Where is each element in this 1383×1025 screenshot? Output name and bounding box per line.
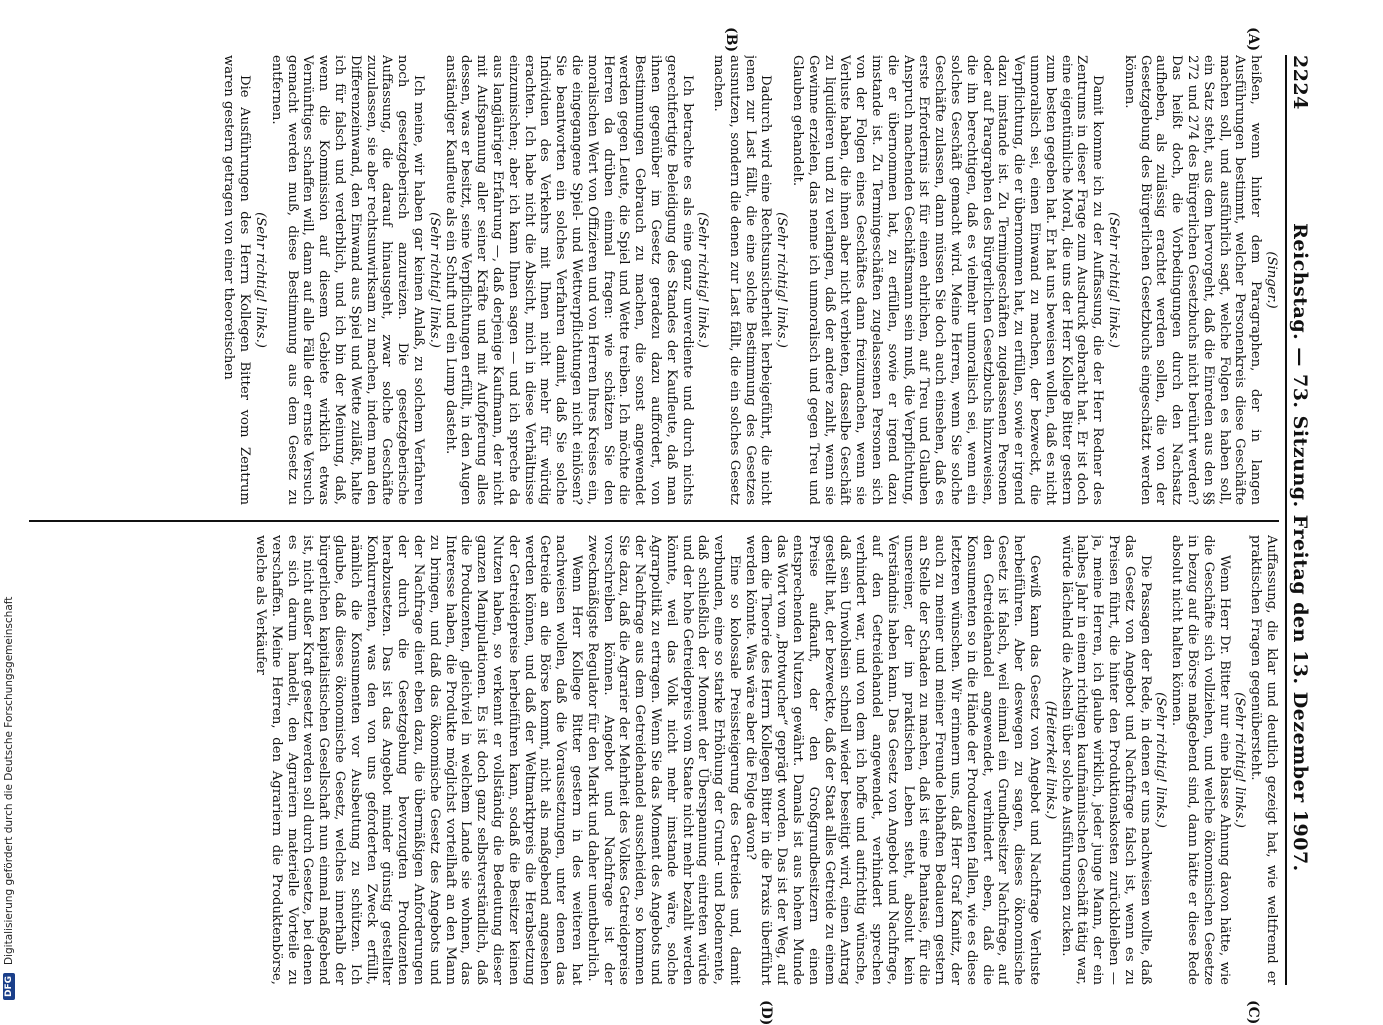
paragraph: Die Ausführungen des Herrn Kollegen Bitter vom Zentrum waren gestern getragen von einer theoretischen: [221, 55, 253, 505]
interjection: (Sehr richtig! links.): [1106, 212, 1122, 348]
paragraph: Wenn Herr Kollege Bitter gestern in des weiteren hat nachweisen wollen, daß die Voraussetzungen, unter denen das Getreide an die Börse kommt, nicht als maßgebend angesehen werden können, und daß der Weltmarktpreis die Herabsetzung der Getreidepreise herbeiführen kann, sodaß die Besitzer keinen Nutzen haben, so verkennt er vollständig die Bedeutung dieser ganzen Manipulationen. Es ist doch ganz selbstverständlich, daß die Produzenten, gleichviel in welchem Lande sie wohnen, das Interesse haben, die Produkte möglichst vorteilhaft an den Mann zu bringen, und daß das ökonomische Gesetz des Angebots und der Nachfrage dient eben dazu, die übermäßigen Anforderungen der durch die Gesetzgebung bevorzugten Produzenten herabzusetzen. Das ist das Angebot minder günstig gestellter Konkurrenten, was den von uns geforderten Zweck erfüllt, nämlich die Konsumenten vor Ausbeutung zu schützen. Ich glaube, daß dieses ökonomische Gesetz, welches innerhalb der bürgerlichen kapitalistischen Gesellschaft nun einmal maßgebend ist, nicht außer Kraft gesetzt werden soll durch Gesetze, bei denen es sich darum handelt, den Agrariern materielle Vorteile zu verschaffen. Meine Herren, den Agrariern die Produktenbörse, welche als Verkäufer: [253, 535, 584, 985]
paragraph: Dadurch wird eine Rechtsunsicherheit herbeigeführt, die nicht jenen zur Last fällt, die eine solche Bestimmung des Gesetzes ausnutzen, sondern die denen zur Last fällt, die ein solches Gesetz machen.: [711, 55, 774, 505]
margin-marker-a: (A): [1245, 27, 1261, 52]
left-column: [29, 55, 1279, 505]
interjection: (Sehr richtig! links.): [253, 212, 268, 348]
paragraph: Gewiß kann das Gesetz von Angebot und Nachfrage Verluste herbeiführen. Aber deswegen zu sagen, dieses ökonomische Gesetz ist falsch, weil einmal ein Grundbesitzer Nachfrage, auf den Getreidehandel angewendet, verhindert eben, daß die Konsumenten so in die Hände der Produzenten fallen, wie es diese letzteren wünschen. Wir erinnern uns, daß Herr Graf Kanitz, der auch zu meiner und meiner Freunde lebhaften Bedauern gestern an Stelle der Schaden zu machen, daß ist eine Phantasie, für die unsereiner, der im praktischen Leben steht, absolut kein Verständnis haben kann. Das Gesetz von Angebot und Nachfrage, auf den Getreidehandel angewendet, verhindert sprechen verhindert war, und von dem ich hoffe und aufrichtig wünsche, daß sein Unwohlsein schnell wieder beseitigt wird, einen Antrag gestellt hat, der bezweckte, daß der Staat alles Getreide zu einem Preise aufkauft, der den Großgrundbesitzern einen entsprechenden Nutzen gewährt. Damals ist aus hohem Munde das Wort vom „Brotwucher“ geprägt worden. Das ist der Weg, auf dem die Theorie des Herrn Kollegen Bitter in die Praxis überführt werden könnte. Was wäre aber die Folge davon?: [742, 535, 1043, 985]
interjection: (Heiterkeit links.): [1042, 700, 1058, 820]
page-number: 2224: [1289, 55, 1311, 110]
dfg-logo: DFG: [3, 973, 15, 1000]
paragraph: Eine so kolossale Preissteigerung des Getreides und, damit verbunden, eine so starke Erhöhung der Grund- und Bodenrente, daß schließlich der Moment der Überspannung eintreten würde und der hohe Getreidepreis vom Staate nicht mehr bezahlt werden könnte, weil das Volk nicht mehr imstande wäre, solche Agrarpolitik zu ertragen. Wenn Sie das Moment des Angebots und der Nachfrage aus dem Getreidehandel ausscheiden, so kommen Sie dazu, daß die Agrarier der Mehrheit des Volkes Getreidepreise vorschreiben können. Angebot und Nachfrage ist der zweckmäßigste Regulator für den Markt und daher unentbehrlich.: [584, 535, 742, 985]
footer-text: Digitalisierung gefördert durch die Deutsche Forschungsgemeinschaft: [3, 596, 15, 965]
interjection: (Singer.): [1264, 251, 1279, 309]
page-header: [1285, 55, 1313, 985]
interjection: (Sehr richtig! links.): [695, 212, 711, 348]
page-title: Reichstag. — 73. Sitzung. Freitag den 13. Dezember 1907.: [1289, 223, 1311, 872]
interjection: (Sehr richtig! links.): [774, 212, 790, 348]
interjection: (Sehr richtig! links.): [1153, 692, 1169, 828]
paragraph: Wenn Herr Dr. Bitter nur eine blasse Ahnung davon hätte, wie die Geschäfte sich vollziehen, und welche ökonomischen Gesetze in bezug auf die Börse maßgebend sind, dann hätte er diese Rede absolut nicht halten können.: [1169, 535, 1232, 985]
paragraph: Damit komme ich zu der Auffassung, die der Herr Redner des Zentrums in dieser Frage zum Ausdruck gebracht hat. Er ist doch eine eigentümliche Moral, die uns der Herr Kollege Bitter gestern zum besten gegeben hat. Er hat uns beweisen wollen, daß es nicht unmoralisch sei, einen Einwand zu machen, der bezweckt, die Verpflichtung, die er übernommen hat, zu erfüllen, sowie er irgend dazu imstande ist. Zu Termingeschäften zugelassenen Personen oder auf Paragraphen des Bürgerlichen Gesetzbuchs hinzuweisen, die ihn berechtigen, daß es vielmehr unmoralisch sei, wenn ein solches Geschäft gemacht wird. Meine Herren, wenn Sie solche Geschäfte zulassen, dann müssen Sie doch auch einsehen, daß es erste Erfordernis ist für einen ehrlichen, auf Treu und Glauben Anspruch machenden Geschäftsmann sein muß, die Verpflichtung, die er übernommen hat, zu erfüllen, sowie er irgend dazu imstande ist. Zu Termingeschäften zugelassenen Personen sich von der Folgen eines Geschäftes dann freizumachen, wenn sie Verluste haben, die ihnen aber nicht verbieten, dasselbe Geschäft zu liquidieren und zu verlangen, daß der andere zahlt, wenn sie Gewinne erzielen, das nenne ich unmoralisch und gegen Treu und Glauben gehandelt.: [790, 55, 1106, 505]
paragraph: heißen, wenn hinter dem Paragraphen, der in langen Ausführungen bestimmt, welcher Personenkreis diese Geschäfte machen soll, und ausführlich sagt, welche Folgen es haben soll, ein Satz steht, aus dem hervorgeht, daß die Einreden aus den §§ 272 und 274 des Bürgerlichen Gesetzbuchs nicht berührt werden? Das heißt doch, die Vorbedingungen durch den Nachsatz aufheben, als zulässig erachtet werden sollen, die von der Gesetzgebung des Bürgerlichen Gesetzbuchs eingeschätzt werden können.: [1121, 55, 1264, 505]
interjection: (Sehr richtig! links.): [426, 212, 442, 348]
margin-marker-b: (B): [723, 27, 739, 53]
paragraph: Ich betrachte es als eine ganz unverdiente und durch nichts gerechtfertigte Beleidigung des Standes der Kaufleute, daß man ihnen gegenüber im Gesetz geradezu dazu auffordert, von Bestimmungen Gebrauch zu machen, die sonst angewendet werden gegen Leute, die Spiel und Wette treiben. Ich möchte die Herren da drüben einmal fragen: wie schätzen Sie den moralischen Wert von Offizieren und von Herren Ihres Kreises ein, die eingegangene Spiel- und Wettverpflichtungen nicht einlösen? Sie beantworten ein solches Verfahren damit, daß Sie solche Individuen des Verkehrs mit Ihnen nicht mehr für würdig erachten. Ich habe nicht die Absicht, mich in diese Verhältnisse einzumischen; aber ich kann Ihnen sagen — und ich spreche da aus langjähriger Erfahrung —, daß derjenige Kaufmann, der nicht mit Aufspannung aller seiner Kräfte und mit Aufopferung alles dessen, was er besitzt, seine Verpflichtungen erfüllt, in den Augen anständiger Kaufleute als ein Schuft und ein Lump dasteht.: [442, 55, 695, 505]
right-column: [29, 535, 1279, 985]
paragraph: Auffassung, die klar und deutlich gezeigt hat, wie weltfremd er praktischen Fragen gegenübersteht.: [1248, 535, 1279, 985]
paragraph: Die Passagen der Rede, in denen er uns nachweisen wollte, daß das Gesetz von Angebot und Nachfrage falsch ist, wenn es zu Preisen führt, die hinter den Produktionskosten zurückbleiben — ja, meine Herren, ich glaube wirklich, jeder junge Mann, der ein halbes Jahr in einem richtigen kaufmännischen Geschäft tätig war, würde lächelnd die Achseln über solche Ausführungen zucken.: [1058, 535, 1153, 985]
margin-marker-c: (C): [1245, 1000, 1261, 1025]
text-columns: [29, 27, 1279, 1025]
margin-marker-d: (D): [758, 1000, 774, 1025]
scanned-page: [23, 27, 1313, 1025]
paragraph: Ich meine, wir haben gar keinen Anlaß, zu solchem Verfahren noch gesetzgeberisch anzureizen. Die gesetzgeberische Auffassung, die darauf hinausgeht, zwar solche Geschäfte zuzulassen, sie aber rechtsunwirksam zu machen, indem man den Differenzeinwand, den Einwand aus Spiel und Wette zuläßt, halte ich für falsch und verderblich, und ich bin der Meinung, daß, wenn die Kommission auf diesem Gebiete wirklich etwas Vernünftiges schaffen will, dann auf alle Fälle der ernste Versuch gemacht werden muß, diese Bestimmung aus dem Gesetz zu entfernen.: [268, 55, 426, 505]
footer-credit: [0, 0, 18, 1000]
column-divider: [29, 520, 1279, 522]
interjection: (Sehr richtig! links.): [1232, 692, 1248, 828]
